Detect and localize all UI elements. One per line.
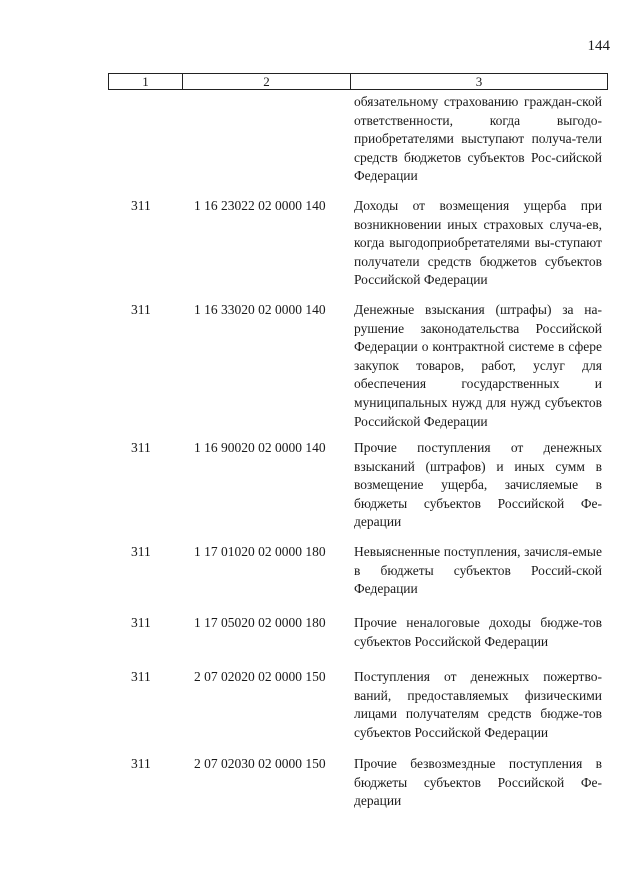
revenue-description: Доходы от возмещения ущерба при возникновении иных страховых случа-ев, когда выгодоприобретателями вы-ступают получатели средств бюджетов субъектов Российской Федерации (354, 198, 602, 288)
revenue-description: Невыясненные поступления, зачисля-емые в бюджеты субъектов Россий-ской Федерации (354, 544, 602, 597)
table-header (108, 73, 608, 90)
admin-code: 311 (131, 669, 151, 684)
admin-code: 311 (131, 756, 151, 771)
revenue-code: 2 07 02030 02 0000 150 (194, 756, 326, 771)
revenue-description: Прочие поступления от денежных взысканий (штрафов) и иных сумм в возмещение ущерба, зачисляемые в бюджеты субъектов Российской Фе-дерации (354, 440, 602, 530)
header-col-1: 1 (109, 74, 183, 89)
revenue-code: 1 16 33020 02 0000 140 (194, 302, 326, 317)
admin-code: 311 (131, 615, 151, 630)
revenue-description: Прочие неналоговые доходы бюдже-тов субъектов Российской Федерации (354, 615, 602, 649)
revenue-description: Денежные взыскания (штрафы) за на-рушение законодательства Российской Федерации о контрактной системе в сфере закупок товаров, работ, услуг для обеспечения государственных и муниципальных нужд для нужд субъектов Российской Федерации (354, 302, 602, 429)
header-col-3: 3 (475, 74, 483, 89)
header-col-2: 2 (183, 74, 351, 89)
revenue-description: Поступления от денежных пожертво-ваний, предоставляемых физическими лицами получателям средств бюдже-тов субъектов Российской Федерации (354, 669, 602, 740)
revenue-code: 1 16 90020 02 0000 140 (194, 440, 326, 455)
revenue-code: 1 17 05020 02 0000 180 (194, 615, 326, 630)
revenue-description: Прочие безвозмездные поступления в бюджеты субъектов Российской Фе-дерации (354, 756, 602, 809)
page-number: 144 (587, 38, 610, 54)
revenue-code: 1 17 01020 02 0000 180 (194, 544, 326, 559)
revenue-code: 1 16 23022 02 0000 140 (194, 198, 326, 213)
admin-code: 311 (131, 440, 151, 455)
admin-code: 311 (131, 302, 151, 317)
revenue-code: 2 07 02020 02 0000 150 (194, 669, 326, 684)
admin-code: 311 (131, 198, 151, 213)
continuation-text: обязательному страхованию граждан-ской ответственности, когда выгодо-приобретателями выступают получа-тели средств бюджетов субъектов Рос-сийской Федерации (354, 94, 602, 184)
admin-code: 311 (131, 544, 151, 559)
